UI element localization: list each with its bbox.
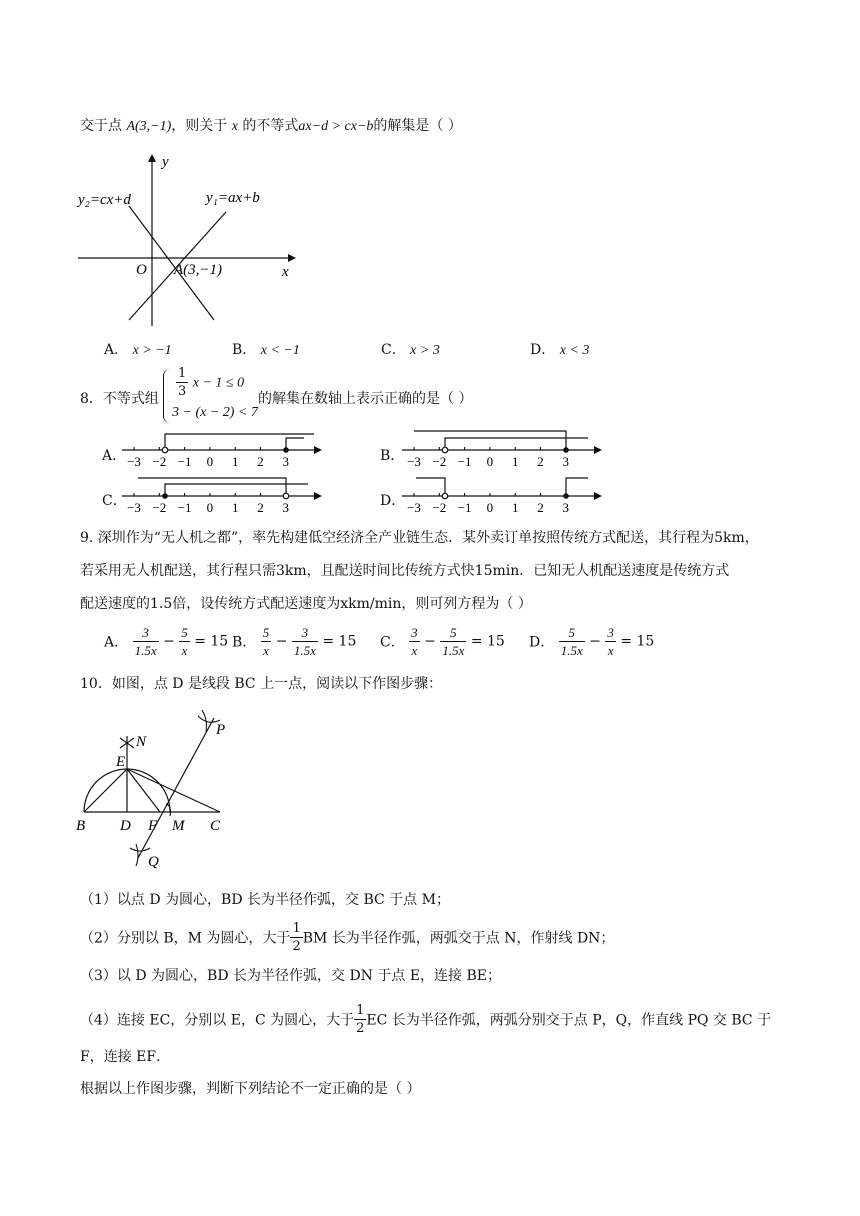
tick-label: −3 — [127, 454, 141, 469]
solution-ray-a1 — [165, 434, 314, 450]
solution-ray-a2 — [286, 438, 304, 450]
tick-label: −3 — [127, 500, 141, 515]
tick-label: −3 — [407, 500, 421, 515]
label-f: F — [148, 818, 158, 834]
point-a-label: A(3,−1) — [174, 262, 223, 278]
q10-figure — [74, 706, 244, 876]
tick-label: 3 — [562, 500, 570, 515]
q7-option-d: D． x < 3 — [530, 342, 590, 358]
solid-dot-d — [563, 493, 569, 499]
segment-ec — [127, 769, 220, 812]
x-axis-label: x — [282, 264, 289, 280]
tick-label: 1 — [511, 454, 519, 469]
label-c: C — [210, 818, 221, 834]
label-d: D — [120, 818, 131, 834]
q9-line3: 配送速度的1.5倍，设传统方式配送速度为xkm/min，则可列方程为（ ） — [80, 596, 532, 612]
q8-numberline-a — [118, 426, 328, 470]
tick-label: −1 — [457, 454, 472, 469]
q8-option-c-letter: C． — [102, 493, 127, 509]
q7-option-a: A． x > −1 — [104, 342, 172, 358]
open-dot-b — [442, 447, 448, 453]
solid-dot-c — [162, 493, 168, 499]
tick-label: 1 — [231, 500, 239, 515]
label-e: E — [116, 754, 126, 770]
segment-ef — [127, 769, 160, 812]
tick-label: −1 — [177, 500, 192, 515]
tick-label: −3 — [407, 454, 421, 469]
q10-step1: （1）以点 D 为圆心，BD 长为半径作弧，交 BC 于点 M； — [80, 892, 450, 908]
tick-label: −2 — [432, 500, 447, 515]
q10-step2: （2）分别以 B，M 为圆心，大于 $\frac{1}{2}$ BM 长为半径作弧，两弧交于点 N，作射线 DN； — [80, 921, 615, 954]
q8-numberline-b — [398, 426, 608, 470]
y-axis-label: y — [162, 154, 169, 170]
tick-label: 0 — [486, 500, 494, 515]
tick-label: 1 — [511, 500, 519, 515]
label-m: M — [172, 818, 185, 834]
line-y1-label: y₁=ax+b — [206, 190, 260, 206]
x-axis-arrow — [288, 254, 296, 262]
tick-label: 1 — [231, 454, 239, 469]
open-dot-c — [283, 493, 289, 499]
q9-option-c: C． $\frac{3}{x}$ − $\frac{5}{1.5x}$ = 15 — [380, 625, 505, 658]
solid-dot-b — [563, 447, 569, 453]
line-pq — [138, 718, 214, 858]
tick-label: 2 — [257, 500, 264, 515]
solution-ray-d2 — [566, 478, 588, 496]
line-y2-label: y₂=cx+d — [78, 192, 131, 208]
tick-label: 0 — [206, 500, 214, 515]
solution-ray-c1 — [138, 478, 286, 496]
q8-numberline-d — [398, 472, 608, 516]
q8-option-b-letter: B． — [380, 448, 405, 464]
tick-label: 3 — [282, 500, 290, 515]
label-b: B — [76, 818, 86, 834]
tick-label: −2 — [152, 454, 167, 469]
tick-label: 0 — [206, 454, 214, 469]
open-dot-a — [162, 447, 168, 453]
q10-step4-cont: F，连接 EF． — [80, 1049, 171, 1065]
tick-label: 3 — [562, 454, 570, 469]
tick-label: −1 — [177, 454, 192, 469]
q9-option-b: B． $\frac{5}{x}$ − $\frac{3}{1.5x}$ = 15 — [232, 625, 357, 658]
label-n: N — [136, 734, 147, 750]
system-eq1: $\frac{1}{3}$ x − 1 ≤ 0 — [178, 366, 245, 399]
q10-step3: （3）以 D 为圆心，BD 长为半径作弧，交 DN 于点 E，连接 BE； — [80, 968, 501, 984]
system-eq2: 3 − (x − 2) < 7 — [172, 405, 258, 420]
q9-option-a: A． $\frac{3}{1.5x}$ − $\frac{5}{x}$ = 15 — [104, 625, 229, 658]
system-brace — [163, 369, 170, 423]
q10-intro: 10．如图，点 D 是线段 BC 上一点，阅读以下作图步骤： — [80, 676, 443, 692]
tick-label: 0 — [486, 454, 494, 469]
q10-step4: （4）连接 EC，分别以 E，C 为圆心，大于 $\frac{1}{2}$ EC 长为半径作弧，两弧分别交于点 P，Q，作直线 PQ 交 BC 于 — [80, 1003, 772, 1036]
tick-label: 3 — [282, 454, 290, 469]
q8-option-d-letter: D． — [380, 493, 406, 509]
q8-numberline-c — [118, 472, 328, 516]
tick-label: −2 — [152, 500, 167, 515]
q7-inequality: ax−d > cx−b — [298, 119, 374, 134]
q9-option-d: D． $\frac{5}{1.5x}$ − $\frac{3}{x}$ = 15 — [529, 625, 655, 658]
q7-option-b: B． x < −1 — [232, 342, 300, 358]
q10-conclusion: 根据以上作图步骤，判断下列结论不一定正确的是（ ） — [80, 1081, 421, 1097]
q7-graph — [74, 150, 304, 330]
open-dot-d — [442, 493, 448, 499]
q7-option-c: C． x > 3 — [381, 342, 440, 358]
label-q: Q — [148, 854, 159, 870]
q7-point: A(3,−1) — [126, 119, 172, 134]
q9-line1: 9. 深圳作为“无人机之都”，率先构建低空经济全产业链生态．某外卖订单按照传统方式配送，其行程为5km， — [80, 530, 759, 546]
q-arc-2 — [136, 844, 138, 866]
tick-label: 2 — [257, 454, 264, 469]
label-p: P — [216, 722, 226, 738]
tick-label: 2 — [537, 500, 544, 515]
origin-label: O — [136, 262, 147, 278]
segment-be — [84, 769, 127, 812]
q8-option-a-letter: A． — [102, 448, 127, 464]
tick-label: 2 — [537, 454, 544, 469]
q9-line2: 若采用无人机配送，其行程只需3km，且配送时间比传统方式快15min．已知无人机配送速度是传统方式 — [80, 563, 730, 579]
solid-dot-a — [283, 447, 289, 453]
q-arc-1 — [130, 848, 150, 851]
y-axis-arrow — [148, 154, 156, 162]
q7-intro: 交于点 A(3,−1)，则关于 x 的不等式ax−d > cx−b的解集是（ ） — [80, 118, 462, 134]
tick-label: −1 — [457, 500, 472, 515]
solution-ray-d1 — [416, 478, 445, 496]
tick-label: −2 — [432, 454, 447, 469]
